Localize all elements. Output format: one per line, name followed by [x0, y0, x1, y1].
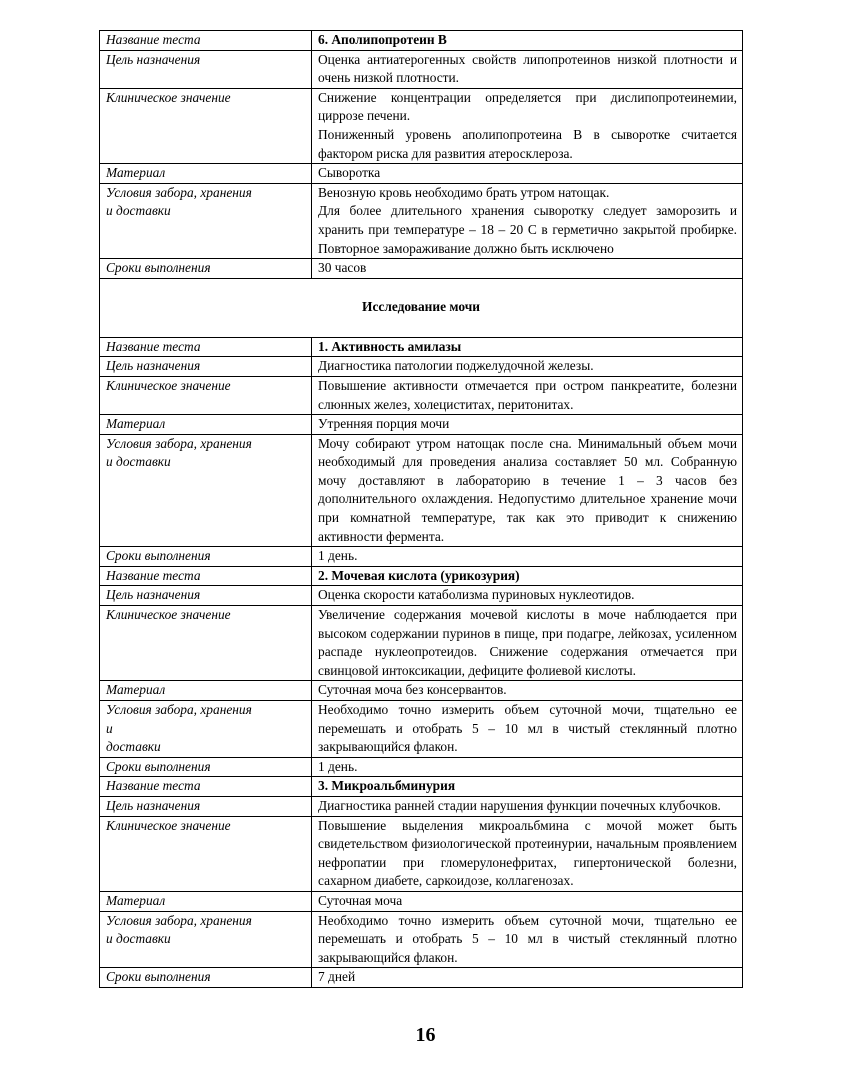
row-label: Название теста	[100, 566, 312, 586]
table-row	[100, 777, 743, 797]
label-line: доставки	[106, 739, 161, 755]
label-line: Условия забора, хранения	[106, 702, 252, 717]
row-label	[100, 434, 312, 547]
row-value: Повышение активности отмечается при остром панкреатите, болезни слюнных желез, холециститах, перитонитах.	[312, 376, 743, 414]
table-row	[100, 681, 743, 701]
row-value: 7 дней	[312, 968, 743, 988]
paragraph: Снижение концентрации определяется при дислипопротеинемии, циррозе печени.	[318, 89, 737, 124]
row-label: Сроки выполнения	[100, 757, 312, 777]
test-name: 1. Активность амилазы	[312, 337, 743, 357]
row-value: Диагностика патологии поджелудочной железы.	[312, 357, 743, 377]
row-value: Оценка скорости катаболизма пуриновых нуклеотидов.	[312, 586, 743, 606]
test-table	[99, 30, 743, 988]
table-row	[100, 337, 743, 357]
row-label: Цель назначения	[100, 586, 312, 606]
row-label: Материал	[100, 164, 312, 184]
label-line: Условия забора, хранения	[106, 435, 252, 451]
row-label: Цель назначения	[100, 50, 312, 88]
row-label: Название теста	[100, 337, 312, 357]
table-row	[100, 701, 743, 758]
paragraph: Венозную кровь необходимо брать утром натощак.	[318, 184, 610, 200]
row-label: Клиническое значение	[100, 376, 312, 414]
row-value: 1 день.	[312, 547, 743, 567]
row-label: Цель назначения	[100, 796, 312, 816]
table-row	[100, 586, 743, 606]
table-row	[100, 816, 743, 891]
test-name: 2. Мочевая кислота (урикозурия)	[312, 566, 743, 586]
table-row	[100, 891, 743, 911]
row-label: Сроки выполнения	[100, 547, 312, 567]
table-row	[100, 757, 743, 777]
table-row	[100, 434, 743, 547]
table-row	[100, 566, 743, 586]
table-row	[100, 31, 743, 51]
section-row	[100, 278, 743, 337]
table-row	[100, 547, 743, 567]
table-row	[100, 50, 743, 88]
table-row	[100, 88, 743, 163]
label-line: и доставки	[106, 454, 171, 470]
table-row	[100, 415, 743, 435]
row-value: Суточная моча	[312, 891, 743, 911]
label-line: и	[106, 720, 113, 736]
row-label: Цель назначения	[100, 357, 312, 377]
row-label: Сроки выполнения	[100, 259, 312, 279]
row-value: Суточная моча без консервантов.	[312, 681, 743, 701]
row-label	[100, 183, 312, 258]
row-value: Диагностика ранней стадии нарушения функции почечных клубочков.	[312, 796, 743, 816]
row-value: 1 день.	[312, 757, 743, 777]
test-name: 6. Аполипопротеин В	[312, 31, 743, 51]
row-value: 30 часов	[312, 259, 743, 279]
row-label: Материал	[100, 415, 312, 435]
table-row	[100, 911, 743, 968]
document-page	[99, 30, 742, 988]
table-row	[100, 357, 743, 377]
row-value: Повышение выделения микроальбмина с мочой может быть свидетельством физиологической протеинурии, начальным проявлением нефропатии при гломерулонефритах, гипертонической болезни, сахарном диабете, саркоидозе, коллагенозах.	[312, 816, 743, 891]
row-value: Мочу собирают утром натощак после сна. Минимальный объем мочи необходимый для проведения анализа составляет 50 мл. Собранную мочу доставляют в лабораторию в течение 1 – 3 часов без дополнительного охлаждения. Недопустимо длительное хранение мочи при комнатной температуре, так как это приводит к снижению активности фермента.	[312, 434, 743, 547]
table-row	[100, 164, 743, 184]
row-label: Название теста	[100, 31, 312, 51]
row-label: Клиническое значение	[100, 816, 312, 891]
label-line: и доставки	[106, 203, 171, 219]
table-row	[100, 183, 743, 258]
row-value: Сыворотка	[312, 164, 743, 184]
row-label	[100, 911, 312, 968]
label-line: Условия забора, хранения	[106, 912, 252, 928]
row-value: Утренняя порция мочи	[312, 415, 743, 435]
row-label: Клиническое значение	[100, 88, 312, 163]
row-label: Сроки выполнения	[100, 968, 312, 988]
row-label: Название теста	[100, 777, 312, 797]
page-number: 16	[415, 1024, 436, 1046]
table-row	[100, 796, 743, 816]
row-value: Необходимо точно измерить объем суточной мочи, тщательно ее перемешать и отобрать 5 – 10 мл в чистый стеклянный плотно закрывающийся флакон.	[312, 701, 743, 758]
table-row	[100, 259, 743, 279]
row-value: Оценка антиатерогенных свойств липопротеинов низкой плотности и очень низкой плотности.	[312, 50, 743, 88]
paragraph: Для более длительного хранения сыворотку следует заморозить и хранить при температуре – 18 – 20 С в герметично закрытой пробирке. Повторное замораживание должно быть исключено	[318, 203, 737, 256]
section-title: Исследование мочи	[100, 278, 743, 337]
row-value: Увеличение содержания мочевой кислоты в моче наблюдается при высоком содержании пуринов в пище, при подагре, лейкозах, усиленном распаде нуклеопротеидов. Снижение содержания отмечается при свинцовой интоксикации, дефиците фолиевой кислоты.	[312, 606, 743, 681]
row-label: Материал	[100, 681, 312, 701]
label-line: Условия забора, хранения	[106, 184, 252, 200]
table-row	[100, 376, 743, 414]
table-row	[100, 606, 743, 681]
row-value	[312, 183, 743, 258]
row-label: Клиническое значение	[100, 606, 312, 681]
label-line: и доставки	[106, 931, 171, 947]
row-value: Необходимо точно измерить объем суточной мочи, тщательно ее перемешать и отобрать 5 – 10 мл в чистый стеклянный плотно закрывающийся флакон.	[312, 911, 743, 968]
row-label	[100, 701, 312, 758]
paragraph: Пониженный уровень аполипопротеина В в сыворотке считается фактором риска для развития атеросклероза.	[318, 126, 737, 161]
row-value	[312, 88, 743, 163]
test-name: 3. Микроальбминурия	[312, 777, 743, 797]
table-row	[100, 968, 743, 988]
row-label: Материал	[100, 891, 312, 911]
